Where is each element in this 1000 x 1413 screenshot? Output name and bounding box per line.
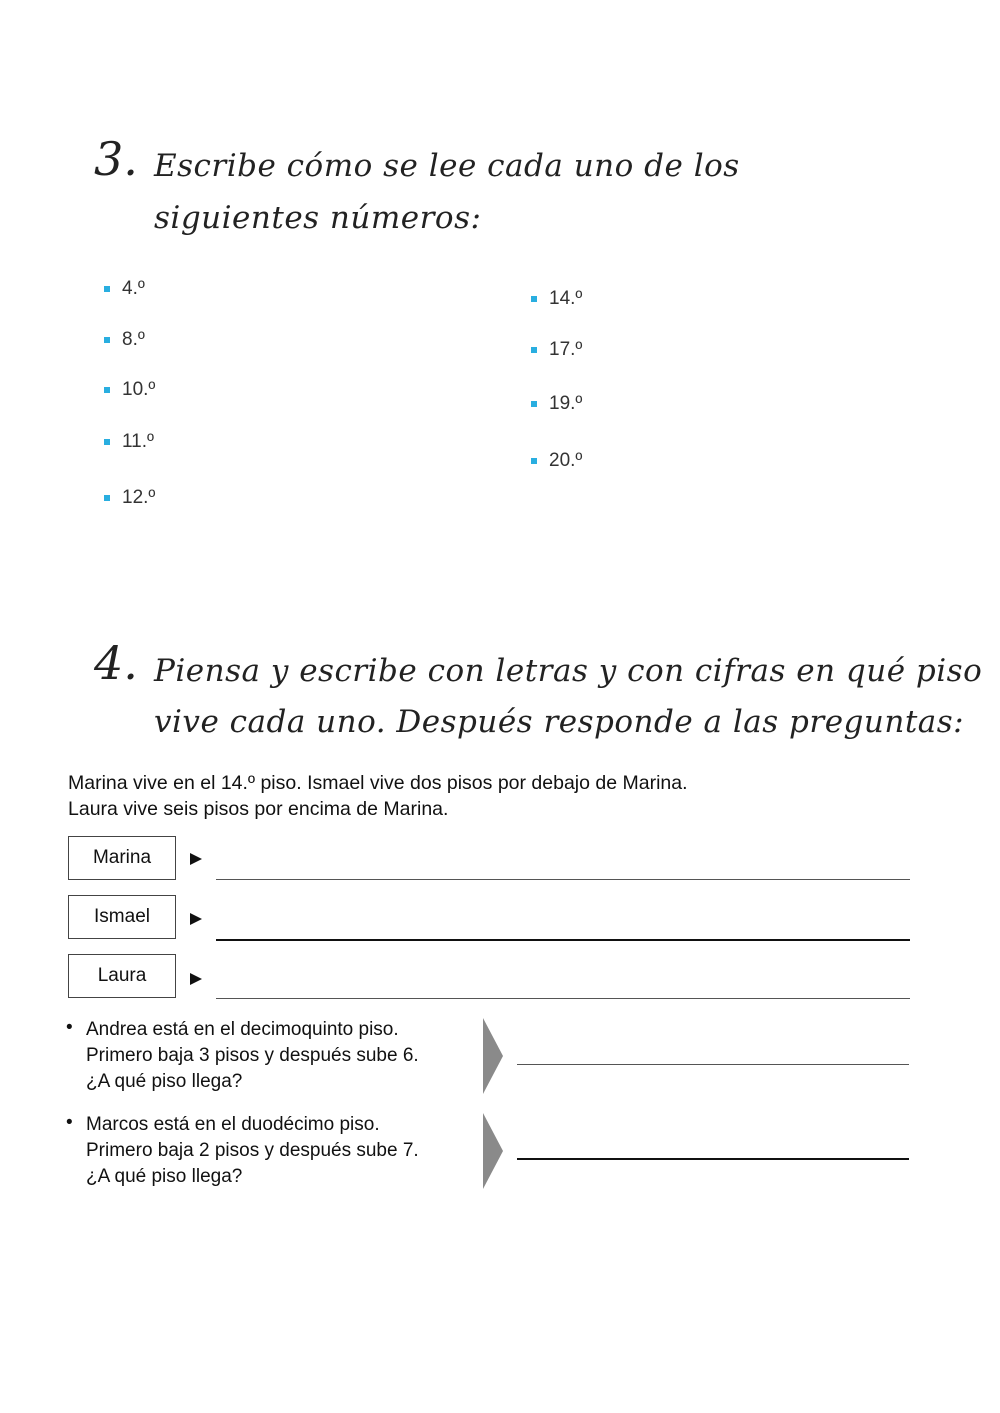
question-line: ¿A qué piso llega? — [86, 1166, 243, 1187]
problem-statement-line2: Laura vive seis pisos por encima de Marina. — [68, 798, 449, 820]
bullet-icon — [531, 347, 537, 353]
ordinal-item: 12.º — [104, 487, 155, 509]
ordinal-item: 20.º — [531, 450, 582, 472]
exercise-3-instruction-line1: Escribe cómo se lee cada uno de los — [154, 148, 740, 184]
bullet-icon — [531, 296, 537, 302]
bullet-icon — [531, 401, 537, 407]
bullet-icon — [104, 286, 110, 292]
bullet-dot: • — [66, 1017, 73, 1038]
ordinal-item: 19.º — [531, 393, 582, 415]
arrow-right-icon — [190, 973, 202, 985]
answer-line-ismael[interactable] — [216, 939, 910, 941]
ordinal-item: 8.º — [104, 329, 145, 351]
bullet-icon — [104, 439, 110, 445]
ordinal-item: 4.º — [104, 278, 145, 300]
name-box-marina: Marina — [68, 836, 176, 880]
answer-line-marina[interactable] — [216, 879, 910, 880]
exercise-4-number: 4. — [94, 636, 138, 690]
arrow-right-icon — [190, 913, 202, 925]
question-line: Primero baja 3 pisos y después sube 6. — [86, 1045, 419, 1066]
exercise-4-instruction-line2: vive cada uno. Después responde a las preguntas: — [154, 704, 965, 740]
bullet-icon — [531, 458, 537, 464]
bullet-icon — [104, 495, 110, 501]
question-line: Primero baja 2 pisos y después sube 7. — [86, 1140, 419, 1161]
question-andrea — [86, 1017, 419, 1095]
question-line: Marcos está en el duodécimo piso. — [86, 1114, 380, 1135]
ordinal-item: 11.º — [104, 431, 154, 453]
chevron-right-icon — [481, 1113, 505, 1189]
bullet-icon — [104, 337, 110, 343]
question-marcos — [86, 1112, 419, 1190]
question-line: Andrea está en el decimoquinto piso. — [86, 1019, 399, 1040]
answer-line-andrea[interactable] — [517, 1064, 909, 1065]
arrow-right-icon — [190, 853, 202, 865]
answer-line-marcos[interactable] — [517, 1158, 909, 1160]
exercise-3-instruction-line2: siguientes números: — [154, 200, 482, 236]
ordinal-item: 14.º — [531, 288, 582, 310]
answer-line-laura[interactable] — [216, 998, 910, 999]
question-line: ¿A qué piso llega? — [86, 1071, 243, 1092]
ordinal-item: 10.º — [104, 379, 155, 401]
bullet-dot: • — [66, 1112, 73, 1133]
name-box-laura: Laura — [68, 954, 176, 998]
name-box-ismael: Ismael — [68, 895, 176, 939]
problem-statement-line1: Marina vive en el 14.º piso. Ismael vive dos pisos por debajo de Marina. — [68, 772, 688, 794]
bullet-icon — [104, 387, 110, 393]
exercise-4-instruction-line1: Piensa y escribe con letras y con cifras en qué piso — [154, 653, 983, 689]
exercise-3-number: 3. — [94, 132, 138, 186]
ordinal-item: 17.º — [531, 339, 582, 361]
chevron-right-icon — [481, 1018, 505, 1094]
